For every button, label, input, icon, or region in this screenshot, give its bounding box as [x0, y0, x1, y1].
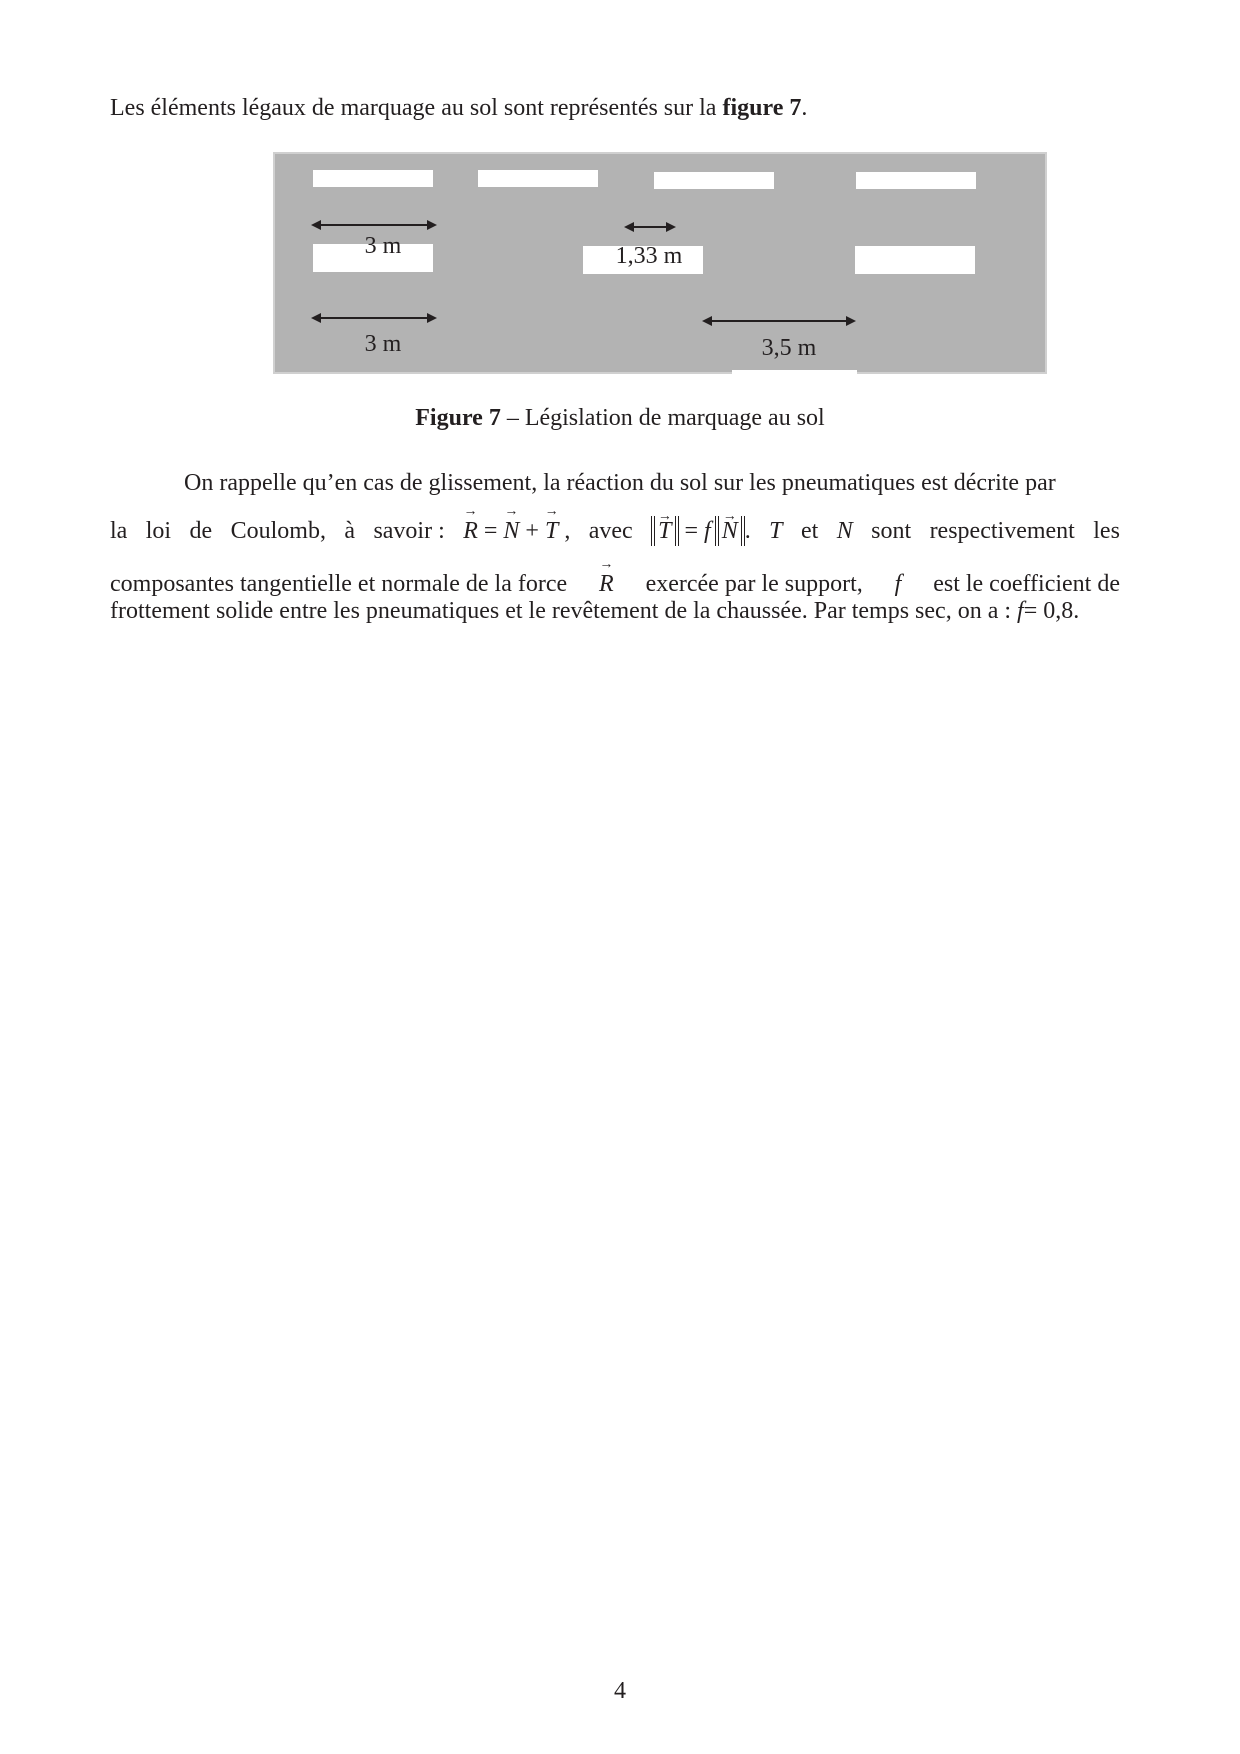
figure-caption-text: – Législation de marquage au sol: [500, 405, 825, 431]
dimension-label-top-left: 3 m: [364, 233, 402, 259]
paragraph-line-3-text: est le coefficient de: [933, 571, 1120, 597]
vector-t: → T: [545, 518, 558, 545]
word: la: [110, 517, 128, 544]
coulomb-vector-equation: [463, 518, 570, 545]
figure-reference: figure 7: [722, 95, 802, 121]
dimension-arrow-bottom-left: [311, 311, 437, 325]
equals-sign: =: [678, 518, 705, 544]
dimension-label-top-gap: 1,33 m: [615, 243, 683, 269]
paragraph-line-4-text: frottement solide entre les pneumatiques et le revêtement de la chaussée. Par temps sec, on a :: [110, 598, 1012, 624]
label-background-tab: [732, 370, 857, 376]
paragraph-line-1: [110, 470, 1120, 506]
vector-r: → R: [463, 518, 478, 545]
paragraph-line-1-text: On rappelle qu’en cas de glissement, la réaction du sol sur les pneumatiques est décrite par: [184, 470, 1056, 496]
word: à: [344, 517, 356, 544]
road-marking-top-1: [313, 170, 433, 187]
dimension-label-bottom-gap: 3,5 m: [761, 335, 817, 361]
intro-paragraph: [110, 90, 1130, 126]
coulomb-paragraph: [110, 470, 1120, 632]
word: respectivement: [929, 517, 1075, 544]
figure-caption: [0, 402, 1240, 434]
paragraph-line-3-text: exercée par le support,: [645, 571, 863, 597]
word: Coulomb,: [230, 517, 326, 544]
symbol-t: T: [769, 517, 783, 544]
word: de: [189, 517, 213, 544]
coefficient-f: f: [704, 518, 711, 544]
coulomb-norm-equation: [651, 516, 751, 546]
period: .: [744, 518, 751, 544]
paragraph-line-4: [110, 598, 1120, 632]
word: loi: [145, 517, 172, 544]
norm-n: [715, 516, 745, 546]
coefficient-f: f: [1017, 598, 1024, 624]
road-marking-bottom-3: [855, 246, 975, 274]
vector-n: → N: [503, 518, 519, 545]
paragraph-line-3-text: composantes tangentielle et normale de la force: [110, 571, 568, 597]
page-number: 4: [614, 1678, 626, 1704]
coefficient-f: f: [894, 571, 902, 597]
vector-t: → T: [658, 518, 671, 544]
road-marking-top-2: [478, 170, 598, 187]
norm-t: [651, 516, 678, 546]
word: les: [1093, 517, 1120, 544]
dimension-label-bottom-left: 3 m: [364, 331, 402, 357]
vector-r: → R: [599, 571, 614, 598]
plus-sign: +: [519, 517, 545, 544]
road-marking-figure: [273, 152, 1047, 374]
road-marking-top-3: [654, 172, 774, 189]
dimension-arrow-top-gap: [624, 220, 676, 234]
dimension-arrow-top-left: [311, 218, 437, 232]
symbol-n: N: [836, 517, 853, 544]
comma: ,: [558, 517, 571, 544]
equals-sign: =: [477, 517, 504, 544]
word: et: [800, 517, 819, 544]
intro-period: .: [801, 95, 808, 121]
word: sont: [871, 517, 912, 544]
dimension-arrow-bottom-gap: [702, 314, 856, 328]
paragraph-line-2: [110, 506, 1120, 556]
word: avec: [588, 517, 633, 544]
paragraph-line-3: [110, 556, 1120, 598]
word: savoir :: [373, 517, 445, 544]
vector-n: → N: [722, 518, 738, 544]
figure-caption-number: Figure 7: [415, 405, 501, 431]
road-marking-top-4: [856, 172, 976, 189]
intro-text: Les éléments légaux de marquage au sol sont représentés sur la: [110, 95, 723, 121]
coefficient-value: = 0,8.: [1023, 598, 1080, 624]
